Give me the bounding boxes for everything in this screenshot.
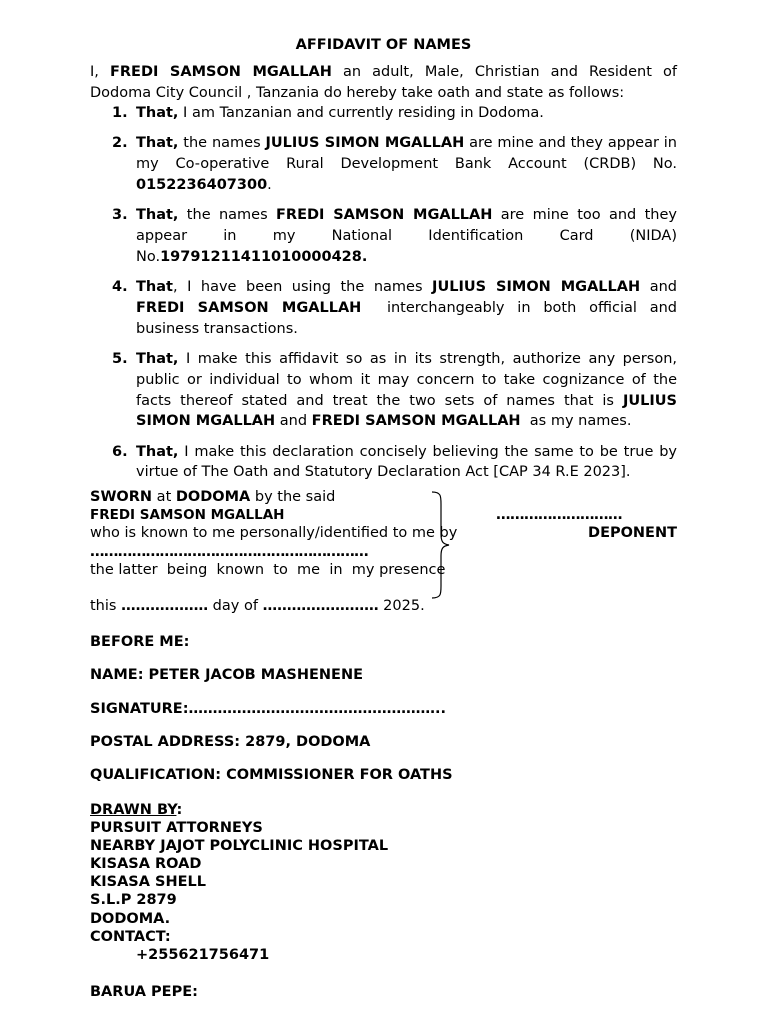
drawn-by-line: KISASA ROAD	[90, 856, 202, 873]
paragraph-text: are mine and they appear in my Co-operative Rural Development Bank Account (CRDB) No.	[136, 135, 682, 173]
paragraph-bold-text: FREDI SAMSON MGALLAH	[136, 299, 362, 316]
paragraph-lead: That,	[136, 105, 179, 121]
intro-rest: an adult, Male, Christian and Resident of Dodoma City Council , Tanzania do hereby take oath and state as follows:	[90, 64, 677, 101]
jurat-deponent-name: FREDI SAMSON MGALLAH	[90, 507, 285, 524]
drawn-by-line: S.L.P 2879	[90, 892, 177, 909]
jurat-line-identifier	[90, 543, 677, 561]
affidavit-paragraph	[90, 103, 677, 124]
commissioner-signature: SIGNATURE:……………………………………………..	[90, 701, 447, 717]
day-dots: ………………	[121, 598, 209, 614]
date-line	[90, 597, 425, 615]
intro-paragraph	[90, 62, 677, 103]
paragraph-number: 4.	[112, 279, 128, 296]
paragraph-lead: That,	[136, 350, 179, 367]
paragraph-number: 6.	[112, 443, 128, 460]
paragraph-number: 2.	[112, 135, 128, 152]
commissioner-postal-address: POSTAL ADDRESS: 2879, DODOMA	[90, 734, 371, 750]
year-text: 2025.	[378, 598, 425, 614]
affidavit-paragraph	[90, 277, 682, 339]
drawn-by-block	[90, 801, 388, 964]
paragraph-lead: That,	[136, 135, 179, 152]
paragraph-bold-text: JULIUS SIMON MGALLAH	[432, 279, 641, 296]
curly-brace-icon	[429, 490, 459, 600]
paragraph-text: .	[267, 176, 272, 193]
jurat-line-sworn	[90, 488, 677, 506]
jurat-block	[90, 488, 677, 579]
before-me-label: BEFORE ME:	[90, 634, 190, 650]
drawn-by-line: PURSUIT ATTORNEYS	[90, 820, 263, 837]
paragraph-lead: That	[136, 279, 173, 296]
presence-text: the latter being known to me in my presence	[90, 561, 446, 578]
paragraph-text: , I have been using the names	[172, 279, 433, 296]
drawn-by-line: CONTACT:	[90, 928, 171, 945]
known-to-me-text: who is known to me personally/identified to me by	[90, 525, 458, 542]
paragraph-number: 5.	[112, 350, 128, 367]
paragraph-text: I am Tanzanian and currently residing in Dodoma.	[178, 105, 544, 121]
intro-prefix: I,	[90, 64, 110, 80]
email-label: BARUA PEPE:	[90, 984, 198, 1000]
numbered-paragraphs	[90, 103, 683, 493]
paragraph-bold-text: FREDI SAMSON MGALLAH	[311, 413, 521, 430]
by-the-said: by the said	[250, 489, 336, 505]
affidavit-paragraph	[90, 133, 682, 195]
month-dots: ……………………	[262, 598, 379, 614]
affidavit-paragraph	[90, 349, 683, 432]
document-title: AFFIDAVIT OF NAMES	[295, 37, 472, 53]
drawn-by-line: KISASA SHELL	[90, 874, 206, 891]
drawn-by-label: DRAWN BY	[90, 802, 177, 818]
drawn-by-line: NEARBY JAJOT POLYCLINIC HOSPITAL	[90, 838, 389, 855]
paragraph-text: the names	[178, 207, 277, 224]
paragraph-text: are mine too and they appear in my National Identification Card (NIDA) No.	[136, 207, 682, 265]
jurat-line-name	[90, 506, 677, 524]
paragraph-text: and	[275, 413, 312, 430]
intro-deponent-name: FREDI SAMSON MGALLAH	[109, 64, 332, 80]
sworn-word: SWORN	[90, 489, 153, 505]
paragraph-number: 1.	[112, 105, 128, 121]
paragraph-bold-text: FREDI SAMSON MGALLAH	[276, 207, 493, 224]
paragraph-text: I make this affidavit so as in its strength, authorize any person, public or individual to whom it may concern to take cognizance of the facts thereof stated and treat the two sets of names that is	[136, 350, 682, 409]
paragraph-bold-text: 0152236407300	[136, 176, 268, 193]
contact-phone: +255621756471	[136, 946, 270, 963]
commissioner-name: NAME: PETER JACOB MASHENENE	[90, 667, 363, 683]
paragraph-lead: That,	[136, 443, 179, 460]
paragraph-text: I make this declaration concisely believing the same to be true by virtue of The Oath and Statutory Declaration Act [CAP 34 R.E 2023].	[136, 443, 682, 481]
day-of-text: day of	[208, 598, 263, 614]
paragraph-lead: That,	[136, 207, 179, 224]
commissioner-qualification: QUALIFICATION: COMMISSIONER FOR OATHS	[90, 767, 453, 783]
drawn-by-line: DODOMA.	[90, 910, 171, 927]
affidavit-paragraph	[90, 442, 682, 484]
paragraph-text: the names	[178, 135, 266, 152]
deponent-label: DEPONENT	[588, 525, 677, 542]
this-word: this	[90, 598, 122, 614]
drawn-by-heading	[90, 801, 388, 819]
jurat-line-known	[90, 524, 677, 542]
drawn-by-colon: :	[176, 802, 183, 818]
paragraph-text: as my names.	[520, 413, 632, 430]
sworn-place: DODOMA	[175, 489, 251, 505]
paragraph-bold-text: JULIUS SIMON MGALLAH	[136, 392, 683, 430]
paragraph-number: 3.	[112, 207, 128, 224]
affidavit-paragraph	[90, 205, 682, 267]
paragraph-bold-text: JULIUS SIMON MGALLAH	[265, 135, 465, 152]
paragraph-text: and	[640, 279, 682, 296]
jurat-line-presence	[90, 561, 677, 579]
paragraph-bold-text: 19791211411010000428.	[160, 248, 368, 265]
identifier-dots: ……………………………………………………	[90, 543, 369, 560]
at-word: at	[152, 489, 176, 505]
paragraph-text: interchangeably in both official and business transactions.	[136, 299, 682, 337]
deponent-signature-dots: ………………………	[496, 507, 622, 524]
